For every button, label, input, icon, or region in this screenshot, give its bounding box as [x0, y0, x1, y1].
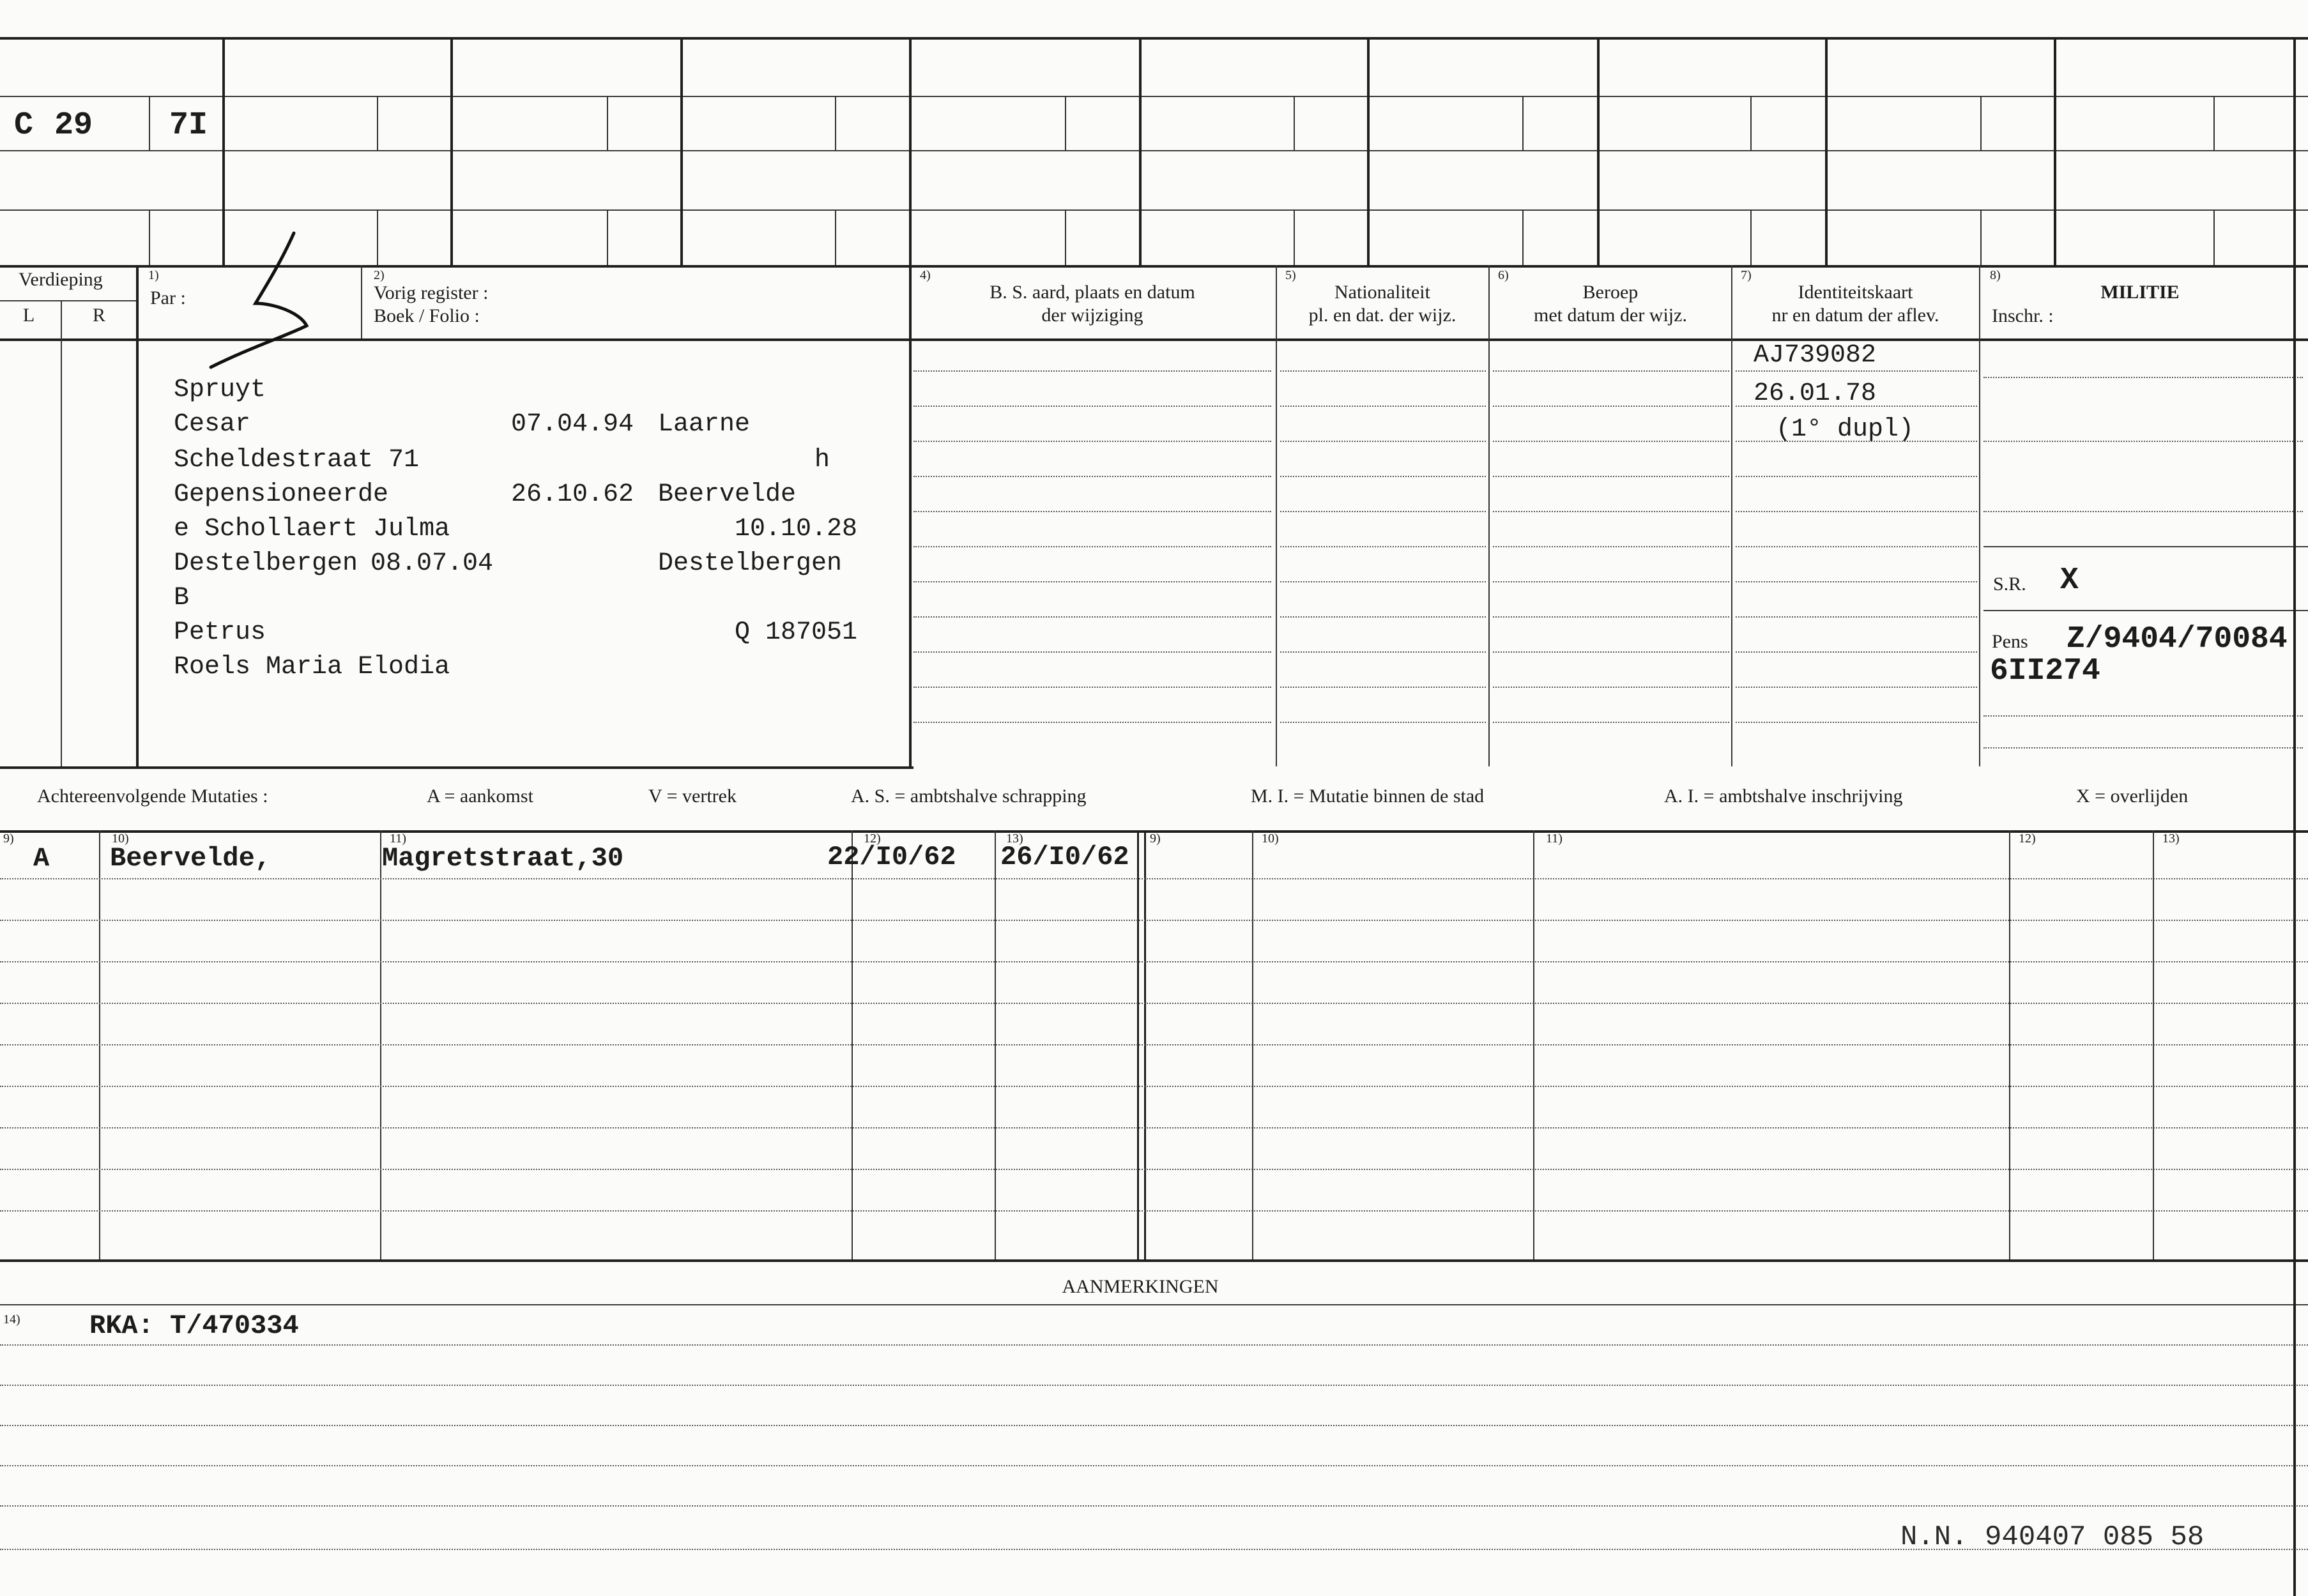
- mut-row-line: [0, 1127, 2308, 1129]
- row-line: [913, 370, 1271, 372]
- row-line: [1280, 581, 1486, 582]
- address: Scheldestraat 71: [174, 446, 420, 475]
- legend-item: A. S. = ambtshalve schrapping: [851, 786, 1087, 807]
- mutation-place: Beervelde,: [110, 843, 271, 874]
- house-number: 7I: [169, 107, 208, 144]
- row-line: [1493, 687, 1729, 688]
- pens-value-2: 6II274: [1990, 654, 2100, 688]
- sr-label: S.R.: [1993, 574, 2026, 595]
- spouse: e Schollaert Julma: [174, 515, 450, 543]
- grid-sub: [835, 96, 836, 150]
- row-line: [913, 581, 1271, 582]
- header-col: [361, 265, 362, 338]
- grid-col: [1597, 37, 1600, 265]
- row-line: [1280, 441, 1486, 442]
- remarks-line: [0, 1385, 2308, 1386]
- birth-date: 07.04.94: [511, 410, 634, 439]
- sex: h: [814, 446, 830, 475]
- grid-sub: [1294, 96, 1295, 150]
- remarks-line: [0, 1344, 2308, 1346]
- mut-row-line: [0, 878, 2308, 879]
- grid-sub: [1980, 96, 1982, 150]
- id-header-2: nr en datum der aflev.: [1771, 305, 1939, 326]
- row-line: [1736, 476, 1977, 477]
- row-line: [1736, 651, 1977, 653]
- mut-hdr-12: 12): [864, 832, 881, 846]
- grid-sub: [607, 209, 608, 265]
- person-right-border: [909, 265, 912, 766]
- row-line: [1736, 687, 1977, 688]
- row-line: [913, 616, 1271, 618]
- row-line: [1736, 581, 1977, 582]
- id-card-note: (1° dupl): [1776, 415, 1914, 444]
- mid-col: [1731, 265, 1732, 766]
- bs-header-2: der wijziging: [1041, 305, 1143, 326]
- nat-header-1: Nationaliteit: [1334, 282, 1430, 303]
- mut-hdr-11b: 11): [1546, 832, 1563, 846]
- signature-scribble: [204, 224, 332, 370]
- row-line: [1280, 511, 1486, 512]
- mut-hdr-10b: 10): [1262, 832, 1279, 846]
- note-1: 1): [148, 268, 159, 282]
- note-2: 2): [374, 268, 385, 282]
- grid-col: [909, 37, 912, 265]
- nat-header-2: pl. en dat. der wijz.: [1308, 305, 1456, 326]
- grid-col: [1139, 37, 1142, 265]
- sr-value: X: [2060, 563, 2079, 598]
- ber-header-2: met datum der wijz.: [1534, 305, 1687, 326]
- grid-sub: [149, 209, 150, 265]
- row-line: [1983, 441, 2303, 442]
- row-line: [1736, 370, 1977, 372]
- grid-sub: [1522, 209, 1524, 265]
- row-line: [913, 406, 1271, 407]
- grid-sub: [377, 96, 378, 150]
- mut-row-line: [0, 1003, 2308, 1004]
- remarks-line: [0, 1425, 2308, 1426]
- top-grid-bottom: [0, 265, 2308, 268]
- verdieping-label: Verdieping: [19, 269, 103, 290]
- pens-value: Z/9404/70084: [2067, 622, 2288, 657]
- birth-place: Laarne: [658, 410, 751, 439]
- row-line: [1493, 616, 1729, 618]
- bs-header-1: B. S. aard, plaats en datum: [990, 282, 1195, 303]
- remarks-line: [0, 1465, 2308, 1466]
- grid-col: [450, 37, 453, 265]
- row-line: [1493, 511, 1729, 512]
- profession-date: 26.10.62: [511, 480, 634, 509]
- row-line: [1983, 377, 2303, 378]
- militie-divider: [1983, 610, 2308, 611]
- row-line: [1983, 747, 2303, 749]
- id-card-number: AJ739082: [1754, 341, 1877, 370]
- legend-item: A = aankomst: [427, 786, 533, 807]
- note-8: 8): [1990, 268, 2001, 282]
- mid-col: [1488, 265, 1490, 766]
- marriage-place-2: Destelbergen: [658, 549, 843, 578]
- row-line: [1493, 546, 1729, 547]
- row-line: [1983, 715, 2303, 717]
- remarks-title: AANMERKINGEN: [1062, 1276, 1219, 1297]
- mut-hdr-12b: 12): [2019, 832, 2036, 846]
- note-4: 4): [920, 268, 931, 282]
- mut-hdr-9: 9): [3, 832, 14, 846]
- legend-title: Achtereenvolgende Mutaties :: [37, 786, 268, 807]
- mutation-date-1: 22/I0/62: [827, 842, 956, 872]
- mut-row-line: [0, 920, 2308, 921]
- remarks-line: [0, 1505, 2308, 1507]
- mutation-date-2: 26/I0/62: [1000, 842, 1129, 872]
- marriage-place: Destelbergen: [174, 549, 358, 578]
- row-line: [1493, 406, 1729, 407]
- grid-sub: [1980, 209, 1982, 265]
- grid-sub: [1522, 96, 1524, 150]
- grid-col: [2054, 37, 2056, 265]
- grid-sub: [1065, 96, 1066, 150]
- pens-label: Pens: [1992, 631, 2028, 652]
- row-line: [1493, 476, 1729, 477]
- profession-place: Beervelde: [658, 480, 797, 509]
- mut-row-line: [0, 1169, 2308, 1170]
- remarks-number: 14): [3, 1312, 20, 1326]
- legend-item: X = overlijden: [2076, 786, 2189, 807]
- lr-divider: [61, 300, 62, 766]
- row-line: [1280, 687, 1486, 688]
- verdieping-divider: [0, 300, 137, 301]
- row-line: [913, 441, 1271, 442]
- row-line: [913, 546, 1271, 547]
- row-line: [1280, 476, 1486, 477]
- mother: Roels Maria Elodia: [174, 653, 450, 681]
- mut-row-line: [0, 961, 2308, 962]
- grid-sub: [377, 209, 378, 265]
- legend-item: M. I. = Mutatie binnen de stad: [1251, 786, 1485, 807]
- ber-header-1: Beroep: [1582, 282, 1639, 303]
- grid-sub: [835, 209, 836, 265]
- record-number: Q 187051: [735, 618, 858, 647]
- row-line: [913, 651, 1271, 653]
- row-line: [1736, 616, 1977, 618]
- row-line: [1493, 581, 1729, 582]
- mutation-type: A: [33, 843, 50, 874]
- row-line: [1736, 546, 1977, 547]
- row-line: [1983, 511, 2303, 512]
- grid-sub: [1294, 209, 1295, 265]
- row-line: [1493, 651, 1729, 653]
- father: Petrus: [174, 618, 266, 647]
- mutation-bottom: [0, 1259, 2308, 1262]
- header-bottom: [0, 338, 2308, 341]
- militie-divider: [1983, 546, 2308, 547]
- id-card-date: 26.01.78: [1754, 379, 1877, 408]
- row-line: [913, 687, 1271, 688]
- grid-sub: [149, 96, 150, 150]
- militie-inschr: Inschr. :: [1992, 305, 2054, 326]
- row-line: [1280, 370, 1486, 372]
- mut-hdr-13b: 13): [2162, 832, 2180, 846]
- id-header-1: Identiteitskaart: [1798, 282, 1913, 303]
- legend-top: [0, 766, 913, 769]
- spouse-birth: 10.10.28: [735, 515, 858, 543]
- row-line: [913, 511, 1271, 512]
- legend-item: V = vertrek: [648, 786, 737, 807]
- grid-sub: [1750, 209, 1752, 265]
- code-b: B: [174, 584, 190, 612]
- grid-col: [1367, 37, 1370, 265]
- note-5: 5): [1285, 268, 1296, 282]
- mid-col: [1979, 265, 1980, 766]
- mut-hdr-9b: 9): [1150, 832, 1161, 846]
- militie-title: MILITIE: [2100, 282, 2180, 303]
- row-line: [913, 722, 1271, 723]
- note-7: 7): [1741, 268, 1752, 282]
- row-line: [913, 476, 1271, 477]
- grid-sub: [1065, 209, 1066, 265]
- grid-line: [0, 209, 2308, 211]
- grid-line: [0, 150, 2308, 151]
- first-name: Cesar: [174, 410, 251, 439]
- col-r-label: R: [92, 305, 105, 326]
- card-code-number: 29: [54, 107, 93, 144]
- top-border: [0, 37, 2308, 40]
- person-left-border: [136, 265, 139, 766]
- grid-sub: [1750, 96, 1752, 150]
- par-label: Par :: [150, 287, 186, 308]
- row-line: [1280, 651, 1486, 653]
- mut-hdr-11: 11): [390, 832, 406, 846]
- footer-nn: N.N. 940407 085 58: [1900, 1521, 2205, 1553]
- mut-row-line: [0, 1086, 2308, 1087]
- right-edge: [2293, 37, 2296, 1596]
- boek-folio-label: Boek / Folio :: [374, 305, 480, 326]
- row-line: [1280, 722, 1486, 723]
- mut-hdr-13: 13): [1006, 832, 1023, 846]
- grid-col: [680, 37, 683, 265]
- row-line: [1280, 616, 1486, 618]
- row-line: [1493, 370, 1729, 372]
- mutation-street: Magretstraat,30: [382, 843, 624, 874]
- row-line: [1280, 546, 1486, 547]
- mut-hdr-10: 10): [112, 832, 129, 846]
- remarks-text: RKA: T/470334: [89, 1311, 299, 1341]
- remarks-divider: [0, 1304, 2308, 1305]
- row-line: [1280, 406, 1486, 407]
- grid-line: [0, 96, 2308, 97]
- marriage-date: 08.07.04: [371, 549, 494, 578]
- row-line: [1736, 722, 1977, 723]
- note-6: 6): [1498, 268, 1509, 282]
- grid-sub: [2213, 96, 2215, 150]
- surname: Spruyt: [174, 376, 266, 404]
- mid-col: [1276, 265, 1277, 766]
- card-code-letter: C: [14, 107, 34, 144]
- row-line: [1493, 441, 1729, 442]
- grid-sub: [2213, 209, 2215, 265]
- profession: Gepensioneerde: [174, 480, 389, 509]
- mut-row-line: [0, 1210, 2308, 1212]
- mut-row-line: [0, 1044, 2308, 1045]
- grid-col: [1825, 37, 1828, 265]
- row-line: [1736, 511, 1977, 512]
- vorig-register-label: Vorig register :: [374, 282, 489, 303]
- row-line: [1493, 722, 1729, 723]
- col-l-label: L: [22, 305, 35, 326]
- legend-item: A. I. = ambtshalve inschrijving: [1664, 786, 1903, 807]
- grid-sub: [607, 96, 608, 150]
